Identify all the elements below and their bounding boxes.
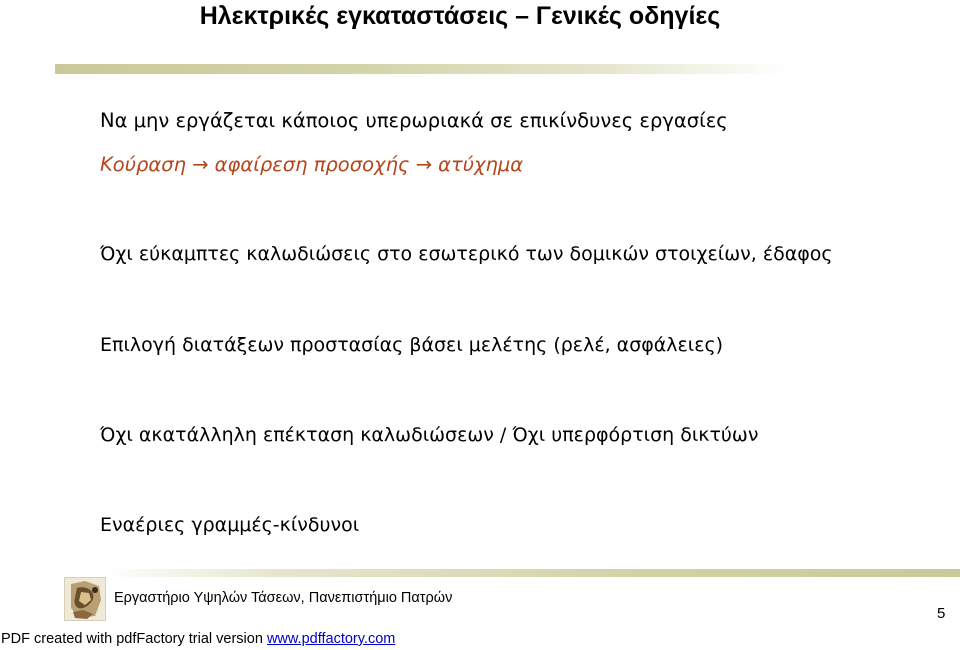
title-divider-bar	[55, 64, 790, 74]
slide-line: Όχι ακατάλληλη επέκταση καλωδιώσεων / Όχι υπερφόρτιση δικτύων	[100, 424, 759, 446]
slide-line-highlight: Κούραση → αφαίρεση προσοχής → ατύχημα	[100, 153, 524, 176]
pdf-creator-note	[1, 631, 395, 647]
footer-divider-bar	[100, 569, 960, 577]
slide-line: Να μην εργάζεται κάποιος υπερωριακά σε επικίνδυνες εργασίες	[100, 109, 728, 132]
pdffactory-link[interactable]: www.pdffactory.com	[266, 631, 396, 647]
university-seal-icon	[64, 577, 106, 621]
pdf-note-text: PDF created with pdfFactory trial version	[1, 631, 267, 647]
slide-line: Εναέριες γραμμές-κίνδυνοι	[100, 514, 360, 536]
footer-institution-text: Εργαστήριο Υψηλών Τάσεων, Πανεπιστήμιο Πατρών	[114, 590, 453, 606]
slide-line: Επιλογή διατάξεων προστασίας βάσει μελέτης (ρελέ, ασφάλειες)	[100, 334, 724, 356]
page-number: 5	[937, 605, 946, 622]
slide-line: Όχι εύκαμπτες καλωδιώσεις στο εσωτερικό των δομικών στοιχείων, έδαφος	[100, 243, 833, 265]
slide-title: Ηλεκτρικές εγκαταστάσεις – Γενικές οδηγίες	[199, 2, 721, 30]
